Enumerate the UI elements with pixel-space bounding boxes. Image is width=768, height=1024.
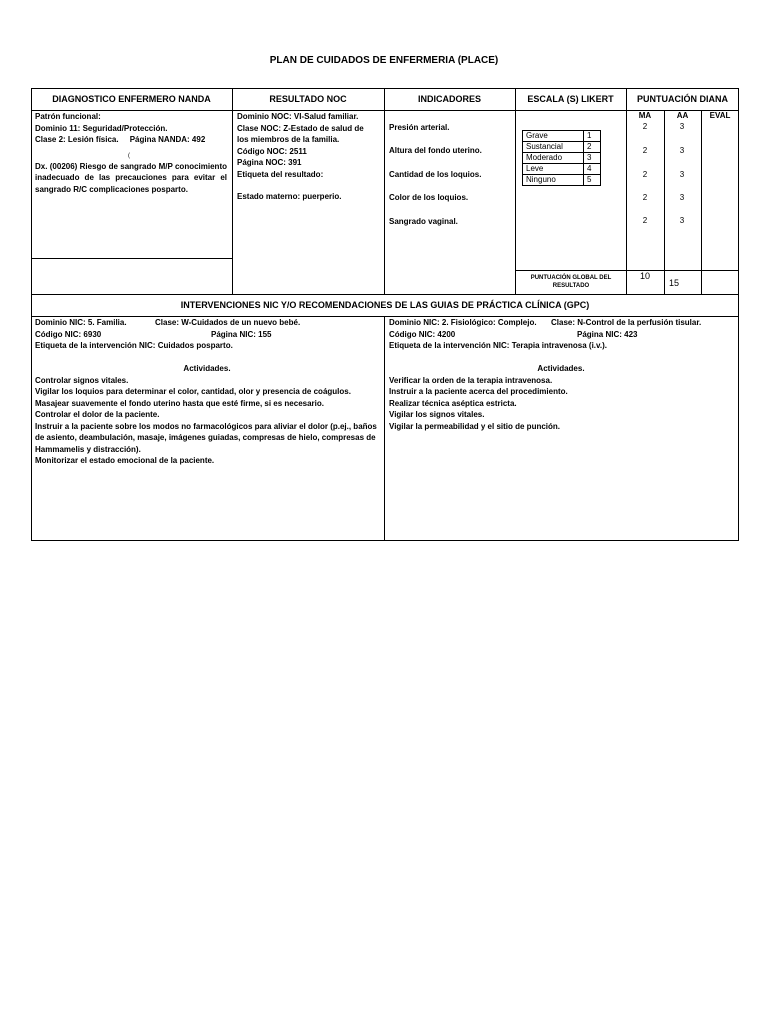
likert-label: Moderado [523,153,584,164]
nic-right-actividad: Realizar técnica aséptica estricta. [389,398,517,408]
nic-left-actividades-title: Actividades. [183,364,231,373]
nic-left-actividad: Instruir a la paciente sobre los modos no farmacológicos para aliviar el dolor (p.ej., baños de asiento, deambulación, masaje, imágenes guiadas, compresas de hielo, compresas de Hammamelis y distracción). [35,421,377,454]
nic-right-actividades-title: Actividades. [537,364,585,373]
header-diana: PUNTUACIÓN DIANA [637,94,728,104]
nanda-block [35,111,227,195]
likert-value: 2 [584,142,601,153]
likert-row [523,175,601,186]
nic-left-actividad: Vigilar los loquios para determinar el color, cantidad, olor y presencia de coágulos. [35,387,351,396]
nic-right-etiqueta: Etiqueta de la intervención NIC: Terapia intravenosa (i.v.). [389,341,607,350]
nic-left-actividad: Monitorizar el estado emocional de la paciente. [35,456,215,465]
noc-block [237,111,377,203]
likert-value: 1 [584,131,601,142]
indicador-2: Altura del fondo uterino. [389,146,482,155]
aa-score: 3 [679,193,685,202]
nic-left-actividad: Controlar el dolor de la paciente. [35,410,160,419]
ma-score: 2 [642,122,648,131]
aa-score: 3 [679,122,685,131]
likert-row [523,164,601,175]
diana-aa-header: AA [676,111,689,120]
likert-label: Grave [523,131,584,142]
likert-label: Ninguno [523,175,584,186]
indicador-5: Sangrado vaginal. [389,217,458,226]
likert-scale-table [522,130,601,186]
nanda-dx: Dx. (00206) Riesgo de sangrado M/P conocimiento inadecuado de las precauciones para evitar el sangrado R/C complicaciones posparto. [35,161,227,194]
col-divider-aa-eval [701,110,702,294]
global-score-label: PUNTUACIÓN GLOBAL DEL RESULTADO [530,275,612,289]
likert-value: 5 [584,175,601,186]
nic-left-etiqueta: Etiqueta de la intervención NIC: Cuidados posparto. [35,341,233,350]
nic-left-dominio: Dominio NIC: 5. Familia. [35,318,127,327]
likert-row [523,131,601,142]
diana-ma-header: MA [638,111,652,120]
nic-left-dominio-line [35,317,379,329]
nic-left-block [35,317,379,467]
header-noc: RESULTADO NOC [269,94,347,104]
noc-dominio: Dominio NOC: VI-Salud familiar. [237,112,359,121]
nic-right-dominio: Dominio NIC: 2. Fisiológico: Complejo. [389,318,537,327]
indicador-3: Cantidad de los loquios. [389,170,482,179]
header-indicadores: INDICADORES [417,94,481,104]
nanda-patron: Patrón funcional: [35,112,101,121]
likert-row [523,142,601,153]
interventions-title: INTERVENCIONES NIC Y/O RECOMENDACIONES DE LAS GUIAS DE PRÁCTICA CLÍNICA (GPC) [180,300,590,310]
nic-right-block [389,317,733,432]
nic-left-actividad: Masajear suavemente el fondo uterino hasta que esté firme, si es necesario. [35,398,324,408]
header-escala: ESCALA (S) LIKERT [527,94,614,104]
aa-score: 3 [679,146,685,155]
nic-left-actividad: Controlar signos vitales. [35,375,129,385]
nanda-clase: Clase 2: Lesión física. Página NANDA: 492 [35,135,206,144]
likert-value: 3 [584,153,601,164]
global-ma-score: 10 [639,271,650,281]
likert-label: Leve [523,164,584,175]
diana-eval-header: EVAL [709,111,731,120]
nanda-mark: ( [128,152,130,159]
noc-codigo: Código NOC: 2511 [237,146,307,156]
nic-right-clase: Clase: N-Control de la perfusión tisular. [551,318,702,327]
nic-right-codigo-line [389,329,733,341]
col-divider-1 [232,88,233,294]
nic-left-codigo: Código NIC: 6930 [35,329,102,339]
nic-right-actividad: Vigilar la permeabilidad y el sitio de punción. [389,421,561,431]
noc-clase: Clase NOC: Z-Estado de salud de los miembros de la familia. [237,123,364,144]
noc-etiqueta: Etiqueta del resultado: [237,169,324,179]
nic-right-actividad: Vigilar los signos vitales. [389,410,485,419]
nic-left-clase: Clase: W-Cuidados de un nuevo bebé. [155,318,301,327]
header-nanda: DIAGNOSTICO ENFERMERO NANDA [52,94,211,104]
aa-score: 3 [679,170,685,179]
ma-score: 2 [642,146,648,155]
col-divider-3 [515,88,516,294]
ma-score: 2 [642,170,648,179]
noc-pagina: Página NOC: 391 [237,158,302,167]
likert-label: Sustancial [523,142,584,153]
col-divider-2 [384,88,385,294]
ma-score: 2 [642,216,648,225]
nic-left-pagina: Página NIC: 155 [211,329,272,339]
indicador-4: Color de los loquios. [389,193,469,202]
page-title: PLAN DE CUIDADOS DE ENFERMERIA (PLACE) [269,55,499,66]
global-score-divider [515,270,739,271]
global-aa-score: 15 [668,278,679,288]
ma-score: 2 [642,193,648,202]
nic-right-actividad: Verificar la orden de la terapia intravenosa. [389,375,553,385]
nanda-dominio: Dominio 11: Seguridad/Protección. [35,123,168,133]
nic-right-dominio-line [389,317,733,329]
nic-right-codigo: Código NIC: 4200 [389,329,456,339]
nic-col-divider [384,316,385,541]
nanda-lower-divider [31,258,232,259]
nic-right-actividad: Instruir a la paciente acerca del procedimiento. [389,387,568,396]
col-divider-ma-aa [664,110,665,294]
noc-estado: Estado materno: puerperio. [237,192,342,201]
indicador-1: Presión arterial. [389,123,450,132]
nic-left-codigo-line [35,329,379,341]
aa-score: 3 [679,216,685,225]
likert-value: 4 [584,164,601,175]
likert-row [523,153,601,164]
nic-right-pagina: Página NIC: 423 [577,329,638,339]
